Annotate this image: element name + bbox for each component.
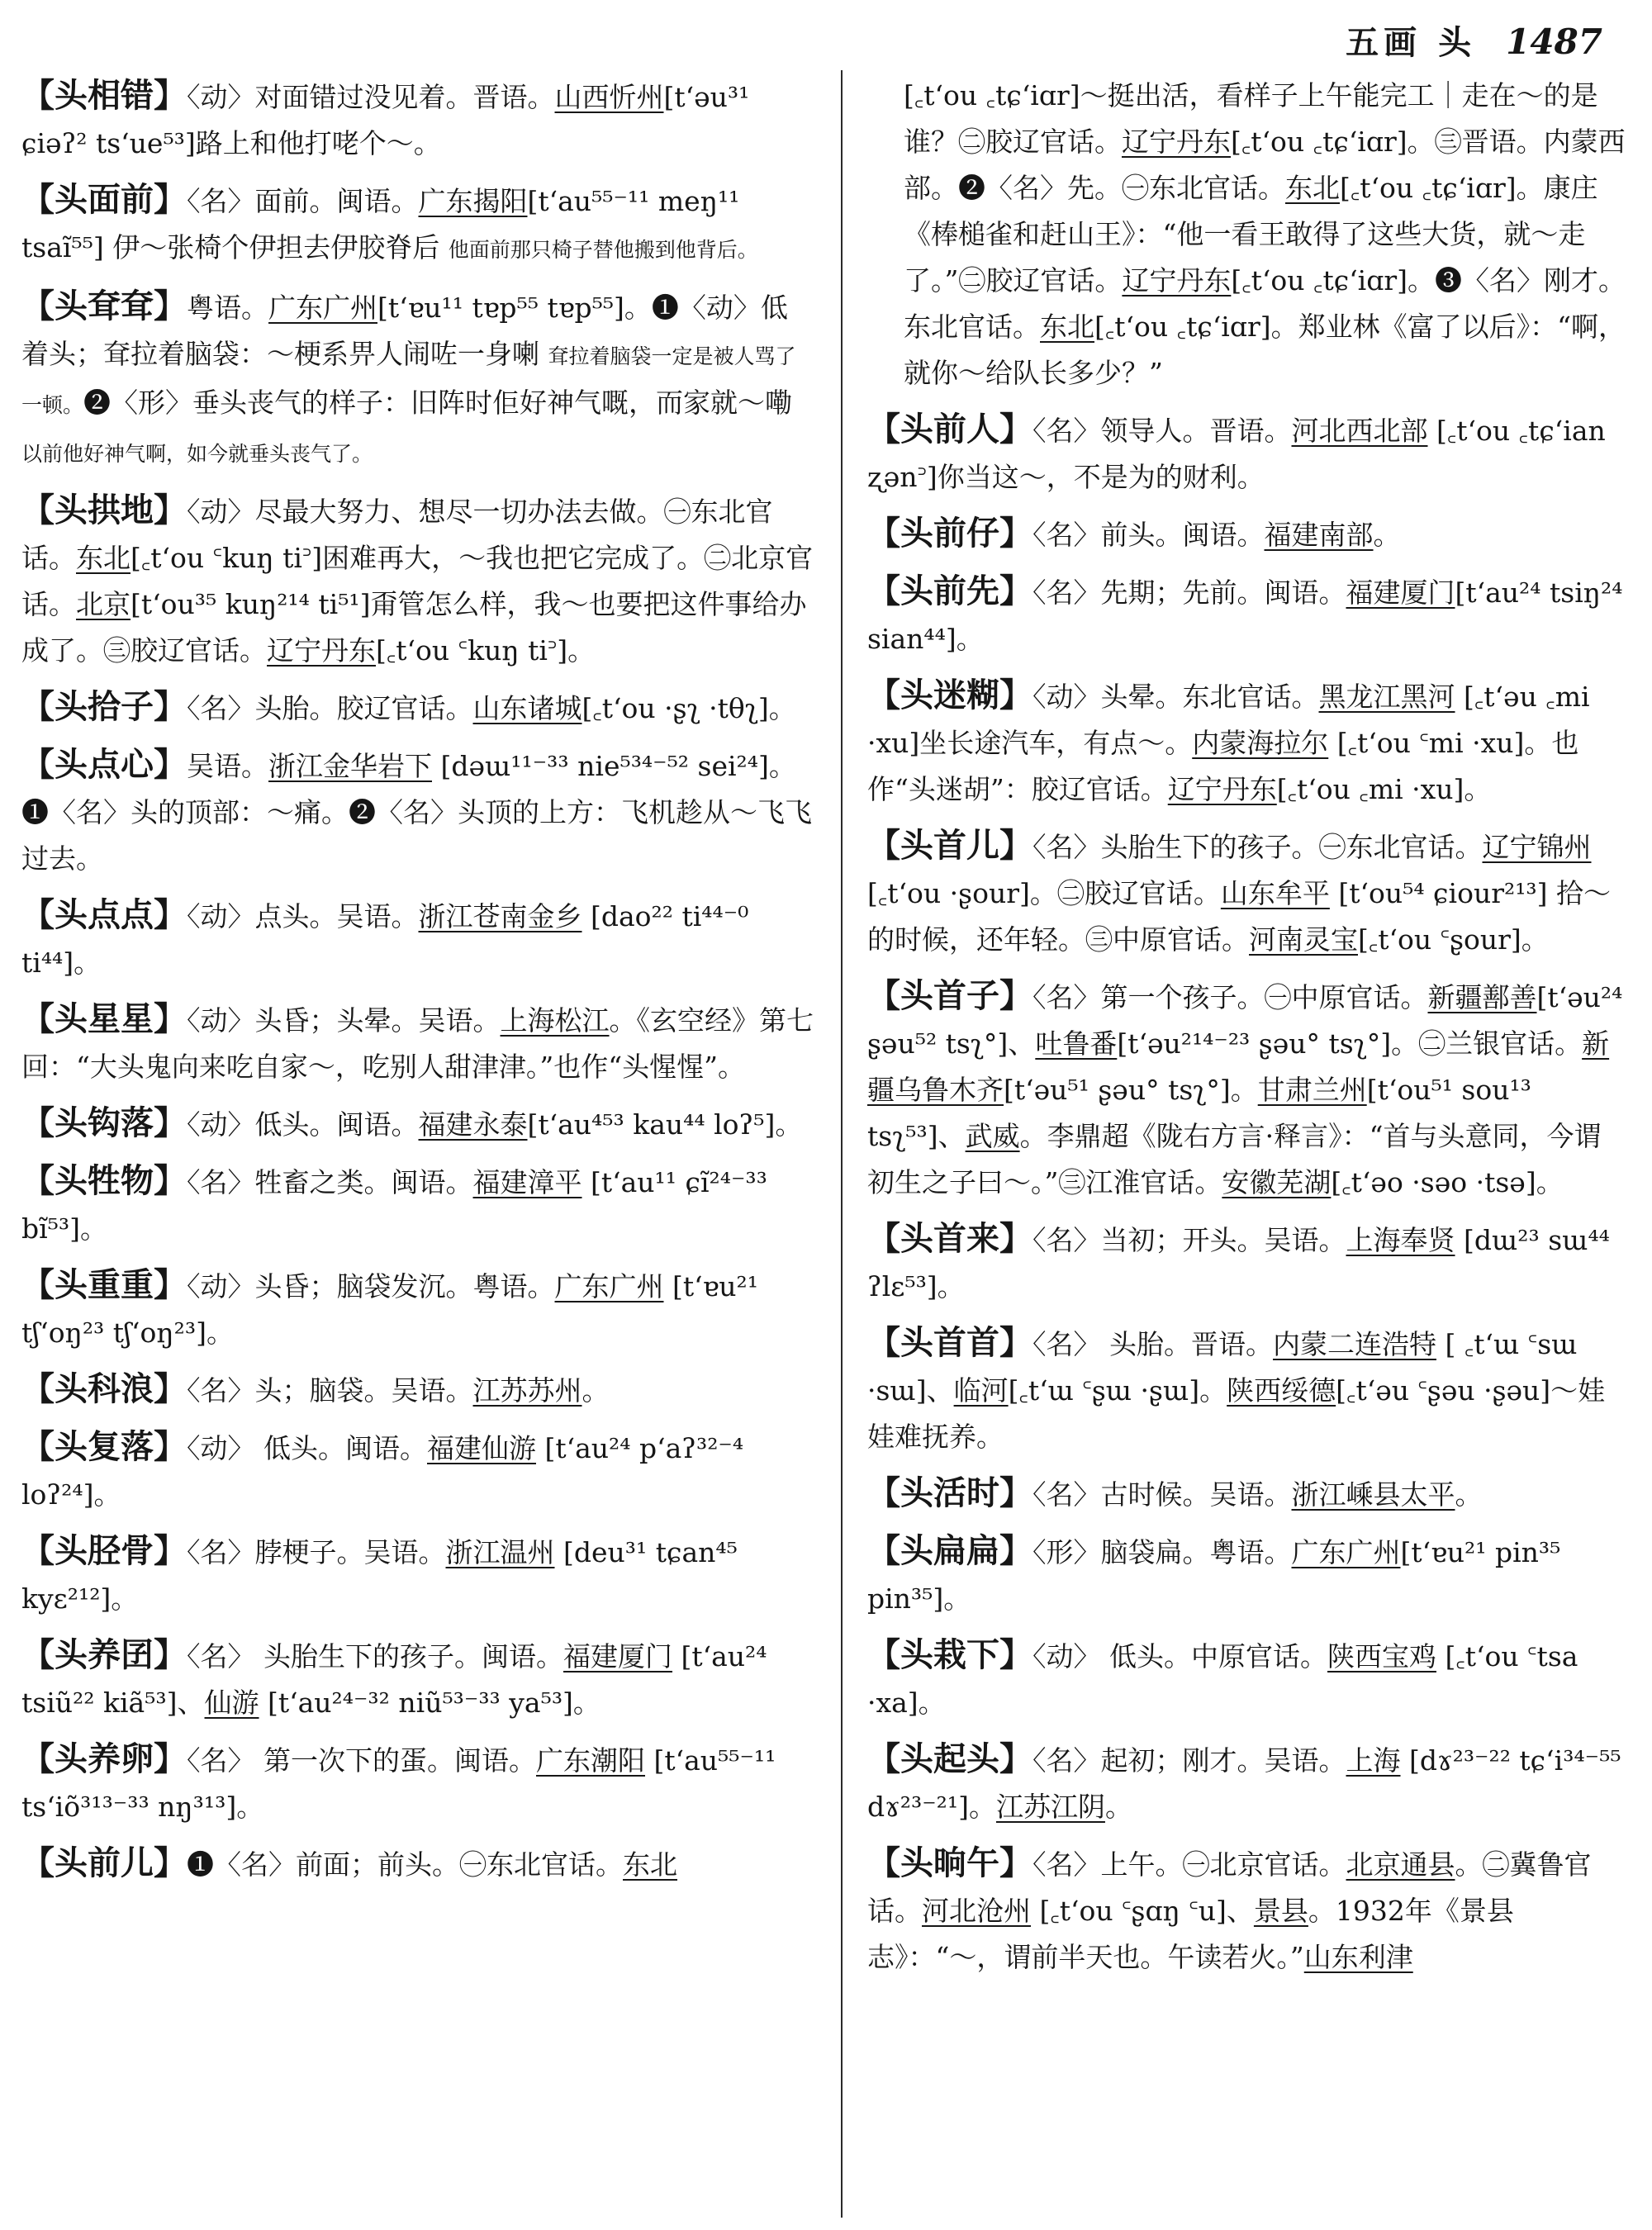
- entry-headword: 【头扁扁】: [867, 1531, 1032, 1570]
- entry-text: 头胎。晋语。: [1100, 1328, 1273, 1360]
- entry-text: [꜀tʻou ·ʂour]。㊁胶辽官话。: [867, 877, 1221, 909]
- entry-headword: 【头栽下】: [867, 1635, 1032, 1674]
- dictionary-entry: [21, 1100, 814, 1148]
- dictionary-entry: [867, 510, 1627, 558]
- entry-text: 。李鼎超《陇右方言·释言》：“首与头意同，今谓初生之子曰～。”㊂江淮官话。: [867, 1120, 1602, 1198]
- entry-headword: 【头牲物】: [21, 1161, 187, 1200]
- place-name: 山东诸城: [472, 692, 582, 724]
- entry-text: [tʻau²⁴ pʻaʔ³²⁻⁴ loʔ²⁴]。: [21, 1432, 744, 1511]
- entry-text: [꜀tʻou ·ʂʅ ·tθʅ]。: [582, 692, 796, 724]
- entry-text: [tʻəu²¹⁴⁻²³ ʂəu° tsʅ°]。㊁兰银官话。: [1117, 1027, 1583, 1060]
- dictionary-entry: [21, 1366, 814, 1414]
- entry-text: [꜀tʻou ꜀tɕʻian ʐən꜄]你当这～，不是为的财利。: [867, 415, 1606, 493]
- part-of-speech: 〈名〉: [187, 1640, 255, 1672]
- place-name: 东北: [1040, 311, 1094, 343]
- entry-text: [tʻau⁴⁵³ kau⁴⁴ loʔ⁵]。: [527, 1108, 803, 1141]
- entry-headword: 【头前先】: [867, 572, 1032, 610]
- entry-text: [dɤ²³⁻²² tɕʻi³⁴⁻⁵⁵ dɤ²³⁻²¹]。: [867, 1744, 1621, 1823]
- place-name: 山东利津: [1303, 1941, 1413, 1973]
- part-of-speech: 〈形〉: [1032, 1536, 1101, 1568]
- entry-headword: 【头起头】: [867, 1739, 1032, 1778]
- dictionary-entry: [21, 1736, 814, 1830]
- entry-text: [tʻau²⁴⁻³² niũ⁵³⁻³³ ya⁵³]。: [259, 1687, 601, 1719]
- place-name: 江苏苏州: [472, 1374, 582, 1407]
- dictionary-entry: [867, 1840, 1627, 1981]
- place-name: 辽宁丹东: [1122, 126, 1231, 158]
- entry-text: [tʻau²⁴ tsiũ²² kiã⁵³]、: [21, 1640, 767, 1719]
- place-name: 山西忻州: [554, 81, 664, 113]
- entry-text: 先期；先前。闽语。: [1100, 576, 1346, 609]
- entry-text: 点头。吴语。: [254, 900, 419, 932]
- place-name: 北京: [76, 588, 131, 620]
- place-name: 福建厦门: [563, 1640, 672, 1672]
- dictionary-entry: [867, 973, 1627, 1206]
- dictionary-entry: [867, 406, 1627, 501]
- place-name: 东北: [623, 1848, 677, 1881]
- place-name: 新疆乌鲁木齐: [867, 1027, 1610, 1106]
- place-name: 北京通县: [1346, 1848, 1455, 1881]
- entry-text: 。1932年《景县志》：“～，谓前半天也。午读若火。”: [867, 1895, 1514, 1973]
- entry-text: [tʻəu²⁴ ʂəu⁵² tsʅ°]、: [867, 981, 1623, 1060]
- dictionary-entry: [21, 892, 814, 986]
- place-name: 山东牟平: [1220, 877, 1330, 909]
- part-of-speech: 〈名〉: [1032, 415, 1101, 447]
- place-name: 东北: [76, 542, 131, 574]
- place-name: 广东揭阳: [418, 185, 528, 217]
- entry-text: [꜀tʻəu ꜂ʂəu ·ʂəu]～娃娃难抚养。: [867, 1374, 1606, 1453]
- part-of-speech: 〈动〉: [187, 1108, 255, 1141]
- entry-text: [tʻəu³¹ ɕiəʔ² tsʻue⁵³]路上和他打咾个～。: [21, 81, 750, 159]
- dictionary-entry: [867, 568, 1627, 662]
- place-name: 陕西宝鸡: [1327, 1640, 1436, 1672]
- entry-text: 吴语。: [187, 750, 268, 782]
- dictionary-entry: [21, 684, 814, 732]
- entry-headword: 【头面前】: [21, 180, 187, 219]
- part-of-speech: 〈名〉: [1032, 831, 1101, 863]
- place-name: 河北沧州: [922, 1895, 1031, 1927]
- section-title: 五画 头: [1346, 23, 1477, 62]
- entry-headword: 【头晌午】: [867, 1843, 1032, 1882]
- entry-text: 。: [1373, 519, 1401, 551]
- part-of-speech: 〈名〉: [1032, 1848, 1101, 1881]
- dictionary-entry: [867, 823, 1627, 963]
- entry-headword: 【头养卵】: [21, 1739, 187, 1778]
- part-of-speech: 〈名〉: [187, 1744, 255, 1777]
- part-of-speech: 〈名〉: [1032, 576, 1101, 609]
- entry-text: 上午。㊀北京官话。: [1100, 1848, 1346, 1881]
- entry-text: [tʻau²⁴ tsiŋ²⁴ sian⁴⁴]。: [867, 576, 1623, 655]
- place-name: 陕西绥德: [1227, 1374, 1336, 1407]
- entry-headword: 【头养囝】: [21, 1635, 187, 1674]
- dictionary-entry: [21, 1840, 814, 1888]
- dictionary-entry: [867, 1736, 1627, 1830]
- part-of-speech: 〈动〉: [187, 496, 255, 528]
- entry-text: 耷拉着脑袋一定是被人骂了一顿。: [21, 344, 796, 417]
- part-of-speech: 〈动〉: [1032, 1640, 1101, 1672]
- entry-text: [꜀tʻəu ꜀mi ·xu]坐长途汽车，有点～。: [867, 681, 1590, 759]
- dictionary-entry: [21, 177, 814, 273]
- entry-text: [tʻəu⁵¹ ʂəu° tsʅ°]。: [1004, 1074, 1258, 1106]
- part-of-speech: 〈名〉: [1032, 1328, 1101, 1360]
- entry-text: [ ꜀tʻɯ ꜂sɯ ·sɯ]、: [867, 1328, 1578, 1407]
- dictionary-entry: [21, 1528, 814, 1622]
- place-name: 安徽芜湖: [1222, 1166, 1332, 1198]
- entry-headword: 【头前人】: [867, 410, 1032, 448]
- place-name: 仙游: [204, 1687, 259, 1719]
- dictionary-entry: [867, 1320, 1627, 1460]
- part-of-speech: 〈名〉: [187, 185, 255, 217]
- dictionary-entry: [21, 1158, 814, 1252]
- place-name: 福建南部: [1264, 519, 1374, 551]
- entry-text: [tʻau⁵⁵⁻¹¹ tsʻiõ³¹³⁻³³ nŋ³¹³]。: [21, 1744, 776, 1823]
- right-column: [867, 73, 1627, 1990]
- entry-text: [꜀tʻəo ·səo ·tsə]。: [1331, 1166, 1564, 1198]
- place-name: 甘肃兰州: [1257, 1074, 1367, 1106]
- part-of-speech: 〈名〉: [187, 1536, 255, 1568]
- entry-text: [tʻau⁵⁵⁻¹¹ meŋ¹¹ tsaĩ⁵⁵] 伊～张椅个伊担去伊胶脊后: [21, 185, 740, 263]
- entry-text: 头昏；头晕。吴语。: [254, 1004, 501, 1037]
- entry-text: [꜀tʻɯ ꜂ʂɯ ·ʂɯ]。: [1008, 1374, 1227, 1407]
- entry-text: 他面前那只椅子替他搬到他背后。: [448, 238, 758, 262]
- entry-headword: 【头前儿】: [21, 1843, 187, 1882]
- entry-text: 第一个孩子。㊀中原官话。: [1100, 981, 1428, 1013]
- entry-text: [꜀tʻou ꜂kuŋ ti꜄]。: [376, 634, 596, 667]
- entry-text: [꜀tʻou ꜂kuŋ ti꜄]困难再大，～我也把它完成了。㊁北京官话。: [21, 542, 814, 620]
- dictionary-entry: [21, 1262, 814, 1356]
- part-of-speech: 〈名〉: [187, 1374, 255, 1407]
- place-name: 福建永泰: [418, 1108, 528, 1141]
- entry-headword: 【头科浪】: [21, 1369, 187, 1408]
- entry-text: 头胎生下的孩子。闽语。: [254, 1640, 563, 1672]
- place-name: 东北: [1285, 172, 1340, 204]
- entry-text: [tʻɐu¹¹ tɐp⁵⁵ tɐp⁵⁵]。❶〈动〉低着头；耷拉着脑袋：～梗系畀人闹咗一身喇: [21, 292, 788, 370]
- entry-text: 以前他好神气啊，如今就垂头丧气了。: [21, 442, 373, 466]
- entry-headword: 【头首来】: [867, 1219, 1032, 1258]
- entry-text: 。: [1104, 1791, 1132, 1823]
- part-of-speech: 〈名〉: [1032, 1478, 1101, 1511]
- dictionary-entry: [21, 487, 814, 674]
- entry-text: ❷〈形〉垂头丧气的样子：旧阵时佢好神气嘅，而家就～嘞: [83, 387, 793, 419]
- entry-text: 脑袋扁。粤语。: [1100, 1536, 1292, 1568]
- entry-text: [꜀tʻou ꜂ʂɑŋ ꜂u]、: [1031, 1895, 1254, 1927]
- entry-text: [tʻou³⁵ kuŋ²¹⁴ ti⁵¹]甭管怎么样，我～也要把这件事给办成了。㊂胶辽官话。: [21, 588, 807, 667]
- place-name: 福建漳平: [472, 1166, 582, 1198]
- entry-text: [tʻou⁵¹ sou¹³ tsʅ⁵³]、: [867, 1074, 1531, 1152]
- place-name: 辽宁丹东: [267, 634, 376, 667]
- place-name: 广东广州: [554, 1270, 664, 1302]
- entry-headword: 【头拾子】: [21, 687, 187, 726]
- part-of-speech: 〈动〉: [187, 81, 255, 113]
- entry-text: 对面错过没见着。晋语。: [254, 81, 555, 113]
- place-name: 江苏江阴: [995, 1791, 1105, 1823]
- entry-headword: 【头点点】: [21, 895, 187, 934]
- entry-text: [tʻɐu²¹ tʃʻoŋ²³ tʃʻoŋ²³]。: [21, 1270, 759, 1349]
- entry-text: [꜀tʻou ꜀tɕʻiɑr]。郑业林《富了以后》：“啊，就你～给队长多少？”: [904, 311, 1626, 389]
- entry-headword: 【头前仔】: [867, 514, 1032, 553]
- place-name: 临河: [953, 1374, 1009, 1407]
- entry-headword: 【头首子】: [867, 976, 1032, 1015]
- place-name: 新疆鄯善: [1427, 981, 1537, 1013]
- entry-text: 头昏；脑袋发沉。粤语。: [254, 1270, 555, 1302]
- part-of-speech: 〈动〉: [187, 1004, 255, 1037]
- entry-text: [dɯ²³ sɯ⁴⁴ ʔlɛ⁵³]。: [867, 1224, 1610, 1302]
- left-column: [21, 73, 814, 1898]
- entry-text: 头胎。胶辽官话。: [254, 692, 473, 724]
- entry-text: [dao²² ti⁴⁴⁻⁰ ti⁴⁴]。: [21, 900, 749, 979]
- entry-headword: 【头星星】: [21, 999, 187, 1038]
- dictionary-entry: [867, 1632, 1627, 1726]
- place-name: 福建厦门: [1346, 576, 1455, 609]
- part-of-speech: 〈动〉: [187, 900, 255, 932]
- entry-text: 脖梗子。吴语。: [254, 1536, 446, 1568]
- part-of-speech: 〈名〉: [1032, 981, 1101, 1013]
- entry-headword: 【头活时】: [867, 1473, 1032, 1512]
- dictionary-entry: [867, 1470, 1627, 1518]
- place-name: 吐鲁番: [1035, 1027, 1118, 1060]
- place-name: 广东广州: [268, 292, 377, 324]
- entry-headword: 【头耷耷】: [21, 287, 187, 325]
- entry-text: [꜀tʻou ꜂ʂour]。: [1358, 923, 1549, 956]
- entry-headword: 【头迷糊】: [867, 676, 1032, 714]
- column-divider: [841, 70, 843, 2218]
- entry-text: [tʻou⁵⁴ ɕiour²¹³] 拾～的时候，还年轻。㊂中原官话。: [867, 877, 1612, 956]
- entry-text: 。: [1455, 1478, 1483, 1511]
- place-name: 福建仙游: [427, 1432, 536, 1464]
- part-of-speech: 〈名〉: [187, 1166, 255, 1198]
- entry-text: 头；脑袋。吴语。: [254, 1374, 473, 1407]
- place-name: 辽宁丹东: [1167, 773, 1277, 805]
- entry-text: 当初；开头。吴语。: [1100, 1224, 1346, 1256]
- entry-text: [꜀tʻou ꜂mi ·xu]。也作“头迷胡”：胶辽官话。: [867, 727, 1579, 805]
- place-name: 内蒙海拉尔: [1192, 727, 1329, 759]
- place-name: 黑龙江黑河: [1318, 681, 1455, 713]
- part-of-speech: 〈名〉: [1032, 1744, 1101, 1777]
- entry-headword: 【头首首】: [867, 1323, 1032, 1362]
- entry-text: 。: [582, 1374, 610, 1407]
- entry-text: 低头。中原官话。: [1100, 1640, 1327, 1672]
- dictionary-entry: [867, 1216, 1627, 1310]
- entry-headword: 【头拱地】: [21, 491, 187, 529]
- place-name: 广东广州: [1291, 1536, 1401, 1568]
- place-name: 上海松江: [500, 1004, 610, 1037]
- dictionary-entry: [21, 742, 814, 882]
- entry-text: [deu³¹ tɕan⁴⁵ kyɛ²¹²]。: [21, 1536, 738, 1615]
- dictionary-entry: [21, 283, 814, 477]
- entry-text: [tʻau¹¹ ɕĩ²⁴⁻³³ bĩ⁵³]。: [21, 1166, 767, 1245]
- dictionary-entry: [21, 1424, 814, 1518]
- entry-headword: 【头相错】: [21, 76, 187, 115]
- entry-headword: 【头复落】: [21, 1427, 187, 1466]
- entry-text: 牲畜之类。闽语。: [254, 1166, 473, 1198]
- entry-headword: 【头首儿】: [867, 826, 1032, 865]
- place-name: 辽宁锦州: [1482, 831, 1592, 863]
- place-name: 辽宁丹东: [1122, 264, 1232, 297]
- part-of-speech: 〈动〉: [1032, 681, 1101, 713]
- entry-text: 头胎生下的孩子。㊀东北官话。: [1100, 831, 1483, 863]
- entry-headword: 【头重重】: [21, 1265, 187, 1304]
- dictionary-entry: [867, 672, 1627, 813]
- part-of-speech: 〈动〉: [187, 1432, 255, 1464]
- entry-text: [꜀tʻou ꜀tɕʻiɑr]。康庄《棒槌雀和赶山王》：“他一看王敢得了这些大货，就～走了。”㊁胶辽官话。: [904, 172, 1598, 297]
- entry-text: [dəɯ¹¹⁻³³ nie⁵³⁴⁻⁵² sei²⁴]。❶〈名〉头的顶部：～痛。❷〈名〉头顶的上方：飞机趁从～飞飞过去。: [21, 750, 812, 875]
- entry-text: 低头。闽语。: [254, 1432, 427, 1464]
- entry-headword: 【头钩落】: [21, 1103, 187, 1142]
- entry-headword: 【头胫骨】: [21, 1531, 187, 1570]
- place-name: 浙江温州: [445, 1536, 555, 1568]
- entry-text: [꜀tʻou ꜀tɕʻiɑr]。㊂晋语。内蒙西部。❷〈名〉先。㊀东北官话。: [904, 126, 1626, 204]
- entry-text: 头晕。东北官话。: [1100, 681, 1319, 713]
- entry-text: [꜀tʻou ꜀tɕʻiɑr]～挺出活，看样子上午能完工｜走在～的是谁？㊁胶辽官话。: [904, 79, 1598, 158]
- entry-text: 起初；刚才。吴语。: [1100, 1744, 1346, 1777]
- entry-headword: 【头点心】: [21, 745, 187, 784]
- place-name: 河北西北部: [1291, 415, 1428, 447]
- part-of-speech: 〈名〉: [1032, 519, 1101, 551]
- place-name: 浙江苍南金乡: [418, 900, 582, 932]
- entry-text: [tʻɐu²¹ pin³⁵ pin³⁵]。: [867, 1536, 1561, 1615]
- entry-text: 。《玄空经》第七回：“大头鬼向来吃自家～，吃别人甜津津。”也作“头惺惺”。: [21, 1004, 814, 1083]
- entry-text: 。㊁冀鲁官话。: [867, 1848, 1592, 1927]
- place-name: 河南灵宝: [1249, 923, 1358, 956]
- place-name: 上海: [1346, 1744, 1401, 1777]
- dictionary-entry: [21, 73, 814, 167]
- entry-text: ❶〈名〉前面；前头。㊀东北官话。: [187, 1848, 623, 1881]
- dictionary-entry: [867, 73, 1627, 396]
- place-name: 内蒙二连浩特: [1273, 1328, 1436, 1360]
- entry-text: [꜀tʻou ꜀mi ·xu]。: [1276, 773, 1492, 805]
- part-of-speech: 〈名〉: [1032, 1224, 1101, 1256]
- entry-text: [꜀tʻou ꜂tsa ·xa]。: [867, 1640, 1578, 1719]
- part-of-speech: 〈名〉: [187, 692, 255, 724]
- entry-text: 古时候。吴语。: [1100, 1478, 1292, 1511]
- dictionary-entry: [21, 1632, 814, 1726]
- place-name: 浙江金华岩下: [268, 750, 432, 782]
- place-name: 景县: [1253, 1895, 1308, 1927]
- entry-text: 面前。闽语。: [254, 185, 419, 217]
- entry-text: 尽最大努力、想尽一切办法去做。㊀东北官话。: [21, 496, 773, 574]
- entry-text: 第一次下的蛋。闽语。: [254, 1744, 536, 1777]
- entry-text: 粤语。: [187, 292, 268, 324]
- dictionary-entry: [21, 996, 814, 1090]
- part-of-speech: 〈动〉: [187, 1270, 255, 1302]
- page-number: 1487: [1506, 21, 1602, 62]
- dictionary-entry: [867, 1528, 1627, 1622]
- place-name: 武威: [965, 1120, 1020, 1152]
- page-header: [1346, 17, 1602, 64]
- place-name: 广东潮阳: [536, 1744, 645, 1777]
- entry-text: 前头。闽语。: [1100, 519, 1265, 551]
- place-name: 浙江嵊县太平: [1291, 1478, 1455, 1511]
- place-name: 上海奉贤: [1346, 1224, 1455, 1256]
- entry-text: [꜀tʻou ꜀tɕʻiɑr]。❸〈名〉刚才。东北官话。: [904, 264, 1626, 343]
- entry-text: 领导人。晋语。: [1100, 415, 1292, 447]
- entry-text: 低头。闽语。: [254, 1108, 419, 1141]
